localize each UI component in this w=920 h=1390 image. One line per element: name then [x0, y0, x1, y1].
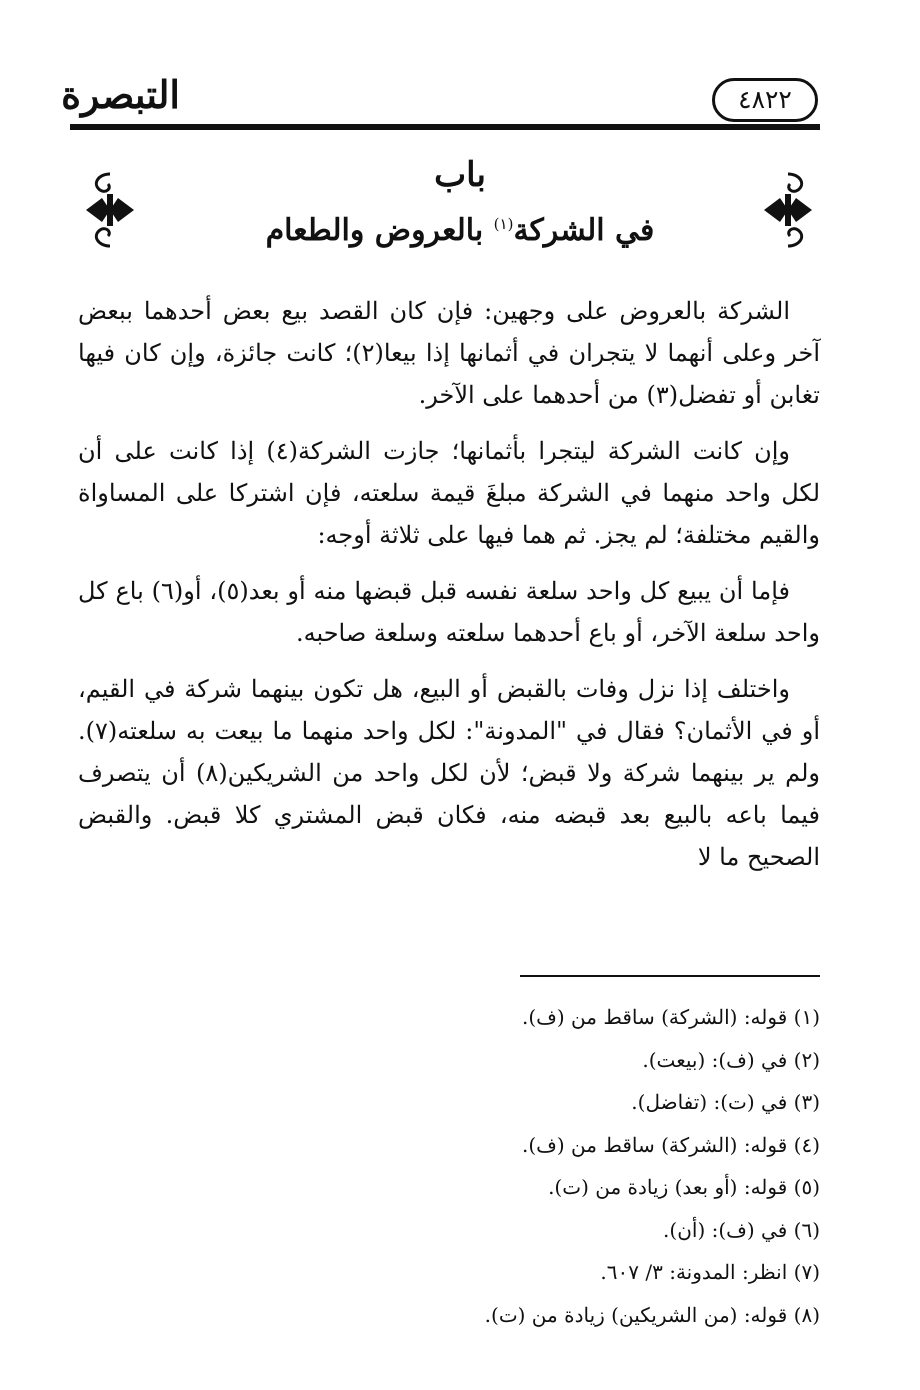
footnote-marker-1: (١) — [493, 215, 514, 233]
paragraph-4: واختلف إذا نزل وفات بالقبض أو البيع، هل تكون بينهما شركة في القيم، أو في الأثمان؟ فقال في "المدونة": لكل واحد منهما ما بيعت به سلعته(٧). ولم ير بينهما شركة ولا قبض؛ لأن لكل واحد من الشريكين(٨) أن يتصرف فيما باعه بالبيع بعد قبضه منه، فكان قبض المشتري كلا قبض. والقبض الصحيح ما لا — [78, 675, 821, 871]
paragraph-1: الشركة بالعروض على وجهين: فإن كان القصد بيع بعض أحدهما ببعض آخر وعلى أنهما لا يتجران في أثمانها إذا بيعا(٢)؛ كانت جائزة، وإن كان فيها تغابن أو تفضل(٣) من أحدهما على الآخر. — [78, 297, 820, 409]
book-title-calligraphy: التبصرة — [61, 72, 180, 117]
chapter-subtitle-prefix: في الشركة — [513, 213, 655, 248]
main-text — [78, 290, 820, 878]
paragraph-2: وإن كانت الشركة ليتجرا بأثمانها؛ جازت الشركة(٤) إذا كانت على أن لكل واحد منهما في الشركة مبلغَ قيمة سلعته، فإن اشتركا على المساواة والقيم مختلفة؛ لم يجز. ثم هما فيها على ثلاثة أوجه: — [78, 437, 821, 549]
footnote-8: (٨) قوله: (من الشريكين) زيادة من (ت). — [484, 1302, 820, 1327]
footnote-1: (١) قوله: (الشركة) ساقط من (ف). — [521, 1005, 820, 1029]
footnotes — [100, 996, 820, 1336]
chapter-title: باب — [434, 155, 486, 195]
footnote-6: (٦) في (ف): (أن). — [663, 1217, 820, 1242]
chapter-heading — [200, 150, 720, 255]
footnote-5: (٥) قوله: (أو بعد) زيادة من (ت). — [548, 1175, 820, 1199]
chapter-subtitle — [200, 200, 720, 255]
header-rule — [70, 124, 820, 130]
chapter-subtitle-suffix: بالعروض والطعام — [265, 213, 494, 248]
footnote-3: (٣) في (ت): (تفاضل). — [631, 1090, 820, 1114]
page-number-badge: ٤٨٢٢ — [712, 78, 818, 122]
paragraph-3: فإما أن يبيع كل واحد سلعة نفسه قبل قبضها منه أو بعد(٥)، أو(٦) باع كل واحد سلعة الآخر، أو باع أحدهما سلعته وسلعة صاحبه. — [78, 577, 820, 647]
right-floral-ornament-icon — [758, 170, 818, 250]
left-floral-ornament-icon — [80, 170, 140, 250]
footnote-7: (٧) انظر: المدونة: ٣/ ٦٠٧. — [600, 1260, 820, 1284]
footnote-2: (٢) في (ف): (بيعت). — [642, 1047, 820, 1072]
footnote-separator — [520, 975, 820, 977]
footnote-4: (٤) قوله: (الشركة) ساقط من (ف). — [521, 1132, 820, 1157]
